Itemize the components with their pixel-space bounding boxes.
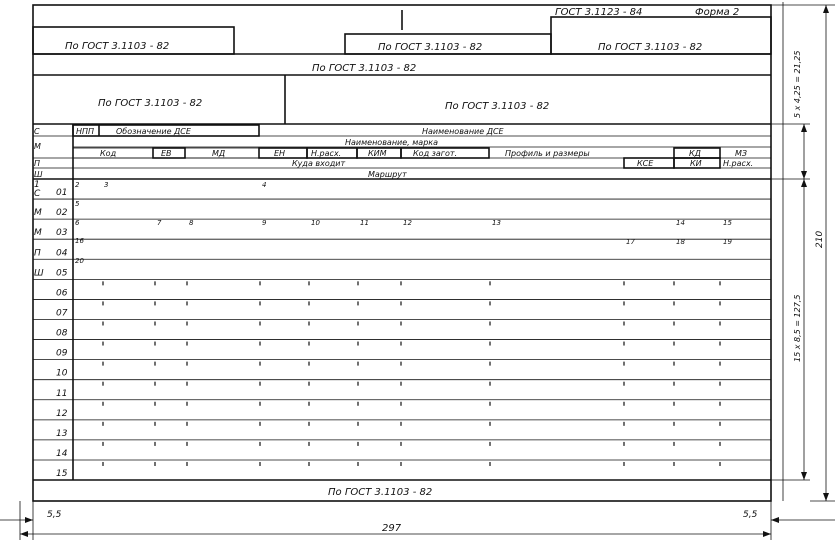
svg-text:КИМ: КИМ xyxy=(368,149,387,158)
svg-text:КД: КД xyxy=(689,149,701,158)
svg-text:КИ: КИ xyxy=(690,159,702,168)
svg-text:Код: Код xyxy=(100,149,117,158)
label-oboznachenie: Обозначение ДСЕ xyxy=(116,127,191,136)
dim-body-rows: 15 x 8,5 = 127,5 xyxy=(793,294,802,362)
row-code: П xyxy=(34,248,41,259)
body-rows xyxy=(33,180,771,480)
row-number: 06 xyxy=(56,288,68,299)
dimension-lines xyxy=(0,2,835,540)
row-number: 04 xyxy=(56,248,68,259)
ref-text-2: По ГОСТ 3.1103 - 82 xyxy=(378,42,483,53)
dim-height: 210 xyxy=(815,230,825,248)
dim-top-rows: 5 x 4,25 = 21,25 xyxy=(793,50,802,118)
label-naimenovanie-marka: Наименование, марка xyxy=(345,138,439,147)
dim-width: 297 xyxy=(382,523,402,534)
svg-text:С: С xyxy=(34,127,40,136)
svg-text:Профиль и размеры: Профиль и размеры xyxy=(505,149,590,158)
dim-left-margin: 5,5 xyxy=(47,510,62,520)
svg-text:18: 18 xyxy=(676,238,685,246)
row-code: С xyxy=(34,189,41,199)
row-number: 03 xyxy=(56,228,68,239)
svg-text:14: 14 xyxy=(676,219,685,227)
row-number: 02 xyxy=(56,208,68,219)
svg-text:8: 8 xyxy=(189,219,194,227)
row-number: 08 xyxy=(56,328,68,339)
row-code: М xyxy=(34,228,42,239)
svg-text:19: 19 xyxy=(723,238,732,246)
ref-text-6: По ГОСТ 3.1103 - 82 xyxy=(445,101,550,112)
row-number: 09 xyxy=(56,348,68,359)
svg-text:Н.расх.: Н.расх. xyxy=(311,149,342,158)
svg-text:2: 2 xyxy=(75,181,80,189)
dim-right-margin: 5,5 xyxy=(743,510,758,520)
row-code: 1 xyxy=(34,180,40,190)
row-code: Ш xyxy=(34,268,44,279)
svg-text:ЕВ: ЕВ xyxy=(161,149,172,158)
ref-text-4: По ГОСТ 3.1103 - 82 xyxy=(312,63,417,74)
ref-text-footer: По ГОСТ 3.1103 - 82 xyxy=(328,487,433,498)
svg-text:Куда входит: Куда входит xyxy=(292,159,346,168)
ref-text-1: По ГОСТ 3.1103 - 82 xyxy=(65,41,170,52)
svg-text:4: 4 xyxy=(262,181,267,189)
svg-text:ЕН: ЕН xyxy=(274,149,286,158)
svg-text:13: 13 xyxy=(492,219,501,227)
svg-text:МЗ: МЗ xyxy=(735,149,748,158)
label-npp: НПП xyxy=(76,127,95,136)
form-frame xyxy=(33,5,771,501)
svg-text:10: 10 xyxy=(311,219,320,227)
svg-text:КСЕ: КСЕ xyxy=(637,159,654,168)
svg-text:П: П xyxy=(34,159,41,168)
label-naimenovanie-dse: Наименование ДСЕ xyxy=(422,127,504,136)
svg-text:3: 3 xyxy=(104,181,109,189)
ref-text-5: По ГОСТ 3.1103 - 82 xyxy=(98,98,203,109)
svg-text:17: 17 xyxy=(626,238,635,246)
row-number: 07 xyxy=(56,308,68,319)
header-form: Форма 2 xyxy=(695,7,740,18)
ref-text-3: По ГОСТ 3.1103 - 82 xyxy=(598,42,703,53)
svg-text:6: 6 xyxy=(75,219,80,227)
svg-text:МД: МД xyxy=(212,149,226,158)
svg-text:20: 20 xyxy=(75,257,84,265)
header-standard: ГОСТ 3.1123 - 84 xyxy=(555,7,643,18)
row-code: М xyxy=(34,208,42,219)
svg-text:5: 5 xyxy=(75,200,80,208)
svg-text:12: 12 xyxy=(403,219,412,227)
markers xyxy=(75,181,732,265)
svg-text:15: 15 xyxy=(723,219,732,227)
row-number: 11 xyxy=(56,388,68,399)
svg-text:7: 7 xyxy=(157,219,162,227)
svg-text:М: М xyxy=(34,142,41,151)
svg-text:Ш: Ш xyxy=(34,170,43,179)
row-number: 12 xyxy=(56,408,68,419)
svg-text:11: 11 xyxy=(360,219,369,227)
row-number: 15 xyxy=(56,469,68,480)
svg-text:9: 9 xyxy=(262,219,267,227)
svg-text:Код загот.: Код загот. xyxy=(413,149,458,158)
svg-text:16: 16 xyxy=(75,237,84,245)
row-number: 13 xyxy=(56,428,68,439)
row-number: 14 xyxy=(56,448,68,459)
row-number: 10 xyxy=(56,368,68,379)
svg-text:Маршрут: Маршрут xyxy=(368,170,407,179)
row-number: 01 xyxy=(56,188,68,199)
svg-text:Н.расх.: Н.расх. xyxy=(723,159,754,168)
row-number: 05 xyxy=(56,268,68,279)
